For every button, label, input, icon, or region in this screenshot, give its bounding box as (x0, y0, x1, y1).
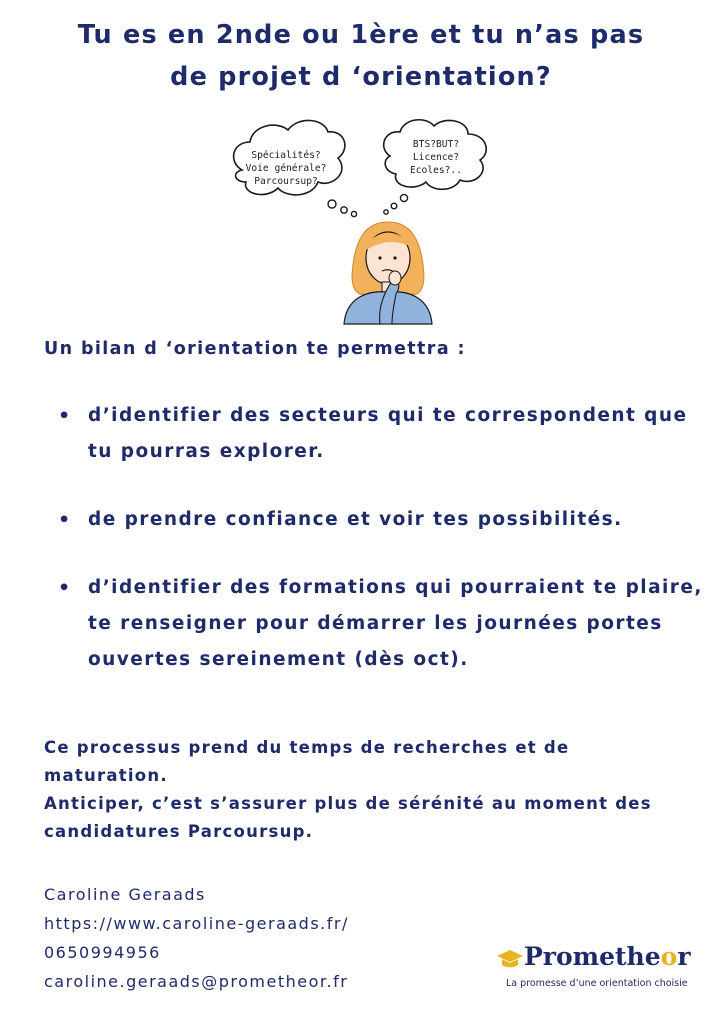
thought-dot (384, 210, 388, 214)
list-item: • de prendre confiance et voir tes possibilités. (58, 502, 713, 538)
title-line-1: Tu es en 2nde ou 1ère et tu n’as pas (77, 20, 645, 50)
closing-line-2: Anticiper, c’est s’assurer plus de sérénité au moment des candidatures Parcoursup. (44, 794, 652, 841)
page-title (20, 14, 702, 98)
right-bubble-text (388, 138, 484, 177)
prometheor-logo (494, 940, 704, 1000)
benefits-list (58, 398, 713, 710)
intro-heading: Un bilan d ‘orientation te permettra : (44, 339, 466, 359)
thought-dot (400, 194, 407, 201)
bubble-line: Parcoursup? (254, 176, 318, 187)
closing-paragraph (44, 734, 694, 846)
title-line-2: de projet d ‘orientation? (170, 62, 552, 92)
thinking-girl (344, 222, 432, 324)
bubble-line: Spécialités? (251, 150, 321, 161)
list-item: • d’identifier des formations qui pourraient te plaire, te renseigner pour démarrer les journées portes ouvertes sereinement (dès oct). (58, 570, 713, 678)
bubble-line: Voie générale? (245, 163, 327, 174)
graduation-cap-icon (496, 948, 524, 970)
thinking-student-illustration (228, 112, 508, 327)
thought-dot (351, 211, 356, 216)
contact-email[interactable]: caroline.geraads@prometheor.fr (44, 972, 349, 991)
bubble-line: Licence? (412, 152, 460, 163)
contact-name: Caroline Geraads (44, 885, 206, 904)
contact-website[interactable]: https://www.caroline-geraads.fr/ (44, 914, 349, 933)
contact-phone[interactable]: 0650994956 (44, 943, 161, 962)
logo-tagline: La promesse d’une orientation choisie (506, 978, 688, 989)
bubble-line: BTS?BUT? (412, 139, 460, 150)
logo-wordmark (524, 942, 691, 971)
thought-dot (341, 207, 347, 213)
left-bubble-text (230, 149, 342, 188)
thought-dot (328, 200, 336, 208)
logo-brand-end: r (677, 942, 691, 971)
thought-dot (391, 203, 397, 209)
logo-brand-accent: o (660, 942, 678, 971)
logo-brand-main: Promethe (524, 942, 661, 971)
list-item: • d’identifier des secteurs qui te correspondent que tu pourras explorer. (58, 398, 713, 470)
bubble-line: Ecoles?.. (410, 165, 462, 176)
closing-line-1: Ce processus prend du temps de recherches et de maturation. (44, 738, 570, 785)
contact-block (44, 880, 349, 996)
